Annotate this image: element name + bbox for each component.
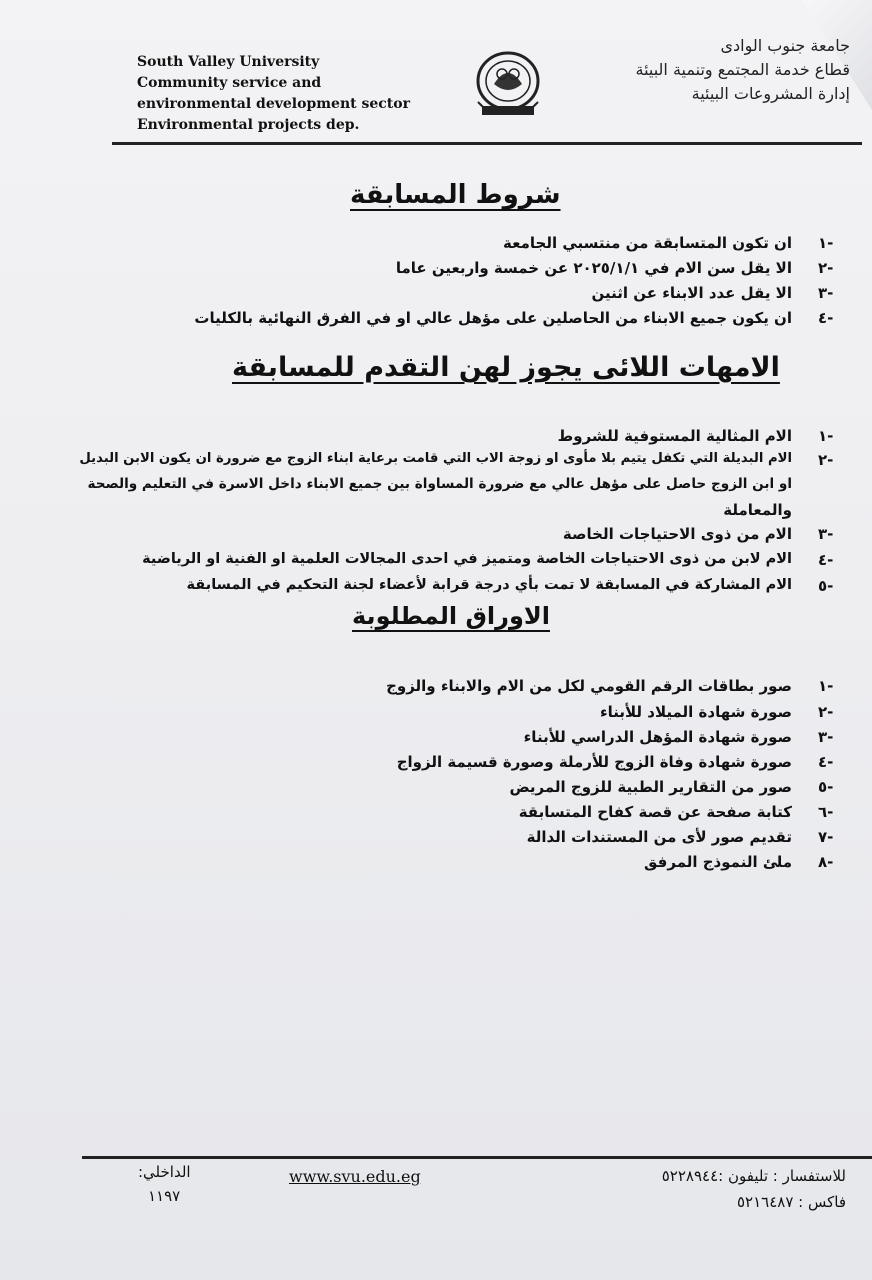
item-number: ٢- (818, 703, 834, 721)
document-item: كتابة صفحة عن قصة كفاح المتسابقة (518, 803, 792, 821)
eligible-mothers-title: الامهات اللائى يجوز لهن التقدم للمسابقة (232, 352, 780, 383)
footer-divider (82, 1156, 872, 1159)
item-number: ٧- (818, 828, 834, 846)
document-item: صور بطاقات الرقم القومي لكل من الام والابناء والزوج (386, 677, 792, 695)
document-item: صورة شهادة المؤهل الدراسي للأبناء (523, 728, 792, 746)
item-number: ٤- (818, 309, 834, 327)
item-number: ٤- (818, 551, 834, 569)
inquiry-phone: للاستفسار : تليفون :٥٢٢٨٩٤٤ (661, 1167, 846, 1185)
arabic-letterhead (590, 34, 850, 106)
item-number: ٢- (818, 259, 834, 277)
eligible-item: الام المثالية المستوفية للشروط (557, 427, 792, 445)
document-item: صور من التقارير الطبية للزوج المريض (509, 778, 792, 796)
item-number: ٨- (818, 853, 834, 871)
document-item: ملئ النموذج المرفق (644, 853, 792, 871)
letterhead-line: قطاع خدمة المجتمع وتنمية البيئة (635, 60, 850, 79)
eligible-item: الام لابن من ذوى الاحتياجات الخاصة ومتميز في احدى المجالات العلمية او الفنية او الرياضية (142, 551, 792, 567)
condition-item: ان تكون المتسابقة من منتسبي الجامعة (503, 234, 792, 252)
internal-extension-label: الداخلي: (138, 1163, 191, 1181)
item-number: ٦- (818, 803, 834, 821)
eligible-item: الام المشاركة في المسابقة لا تمت بأي درجة قرابة لأعضاء لجنة التحكيم في المسابقة (186, 577, 792, 593)
item-number: ١- (818, 427, 834, 445)
eligible-item: الام من ذوى الاحتياجات الخاصة (562, 525, 792, 543)
condition-item: الا يقل سن الام في ٢٠٢٥/١/١ عن خمسة واربعين عاما (395, 259, 792, 277)
condition-item: الا يقل عدد الابناء عن اثنين (591, 284, 792, 302)
item-number: ١- (818, 234, 834, 252)
letterhead-line: إدارة المشروعات البيئية (691, 84, 850, 103)
item-number: ٣- (818, 284, 834, 302)
item-number: ٥- (818, 577, 834, 595)
item-number: ٢- (818, 451, 834, 469)
item-number: ٣- (818, 525, 834, 543)
document-item: تقديم صور لأى من المستندات الدالة (526, 828, 792, 846)
letterhead-line: Community service and (137, 75, 322, 91)
letterhead-line: Environmental projects dep. (137, 117, 360, 133)
document-item: صورة شهادة الميلاد للأبناء (599, 703, 792, 721)
item-number: ٤- (818, 753, 834, 771)
university-logo (470, 48, 546, 122)
website-link[interactable]: www.svu.edu.eg (289, 1167, 421, 1186)
required-documents-title: الاوراق المطلوبة (352, 602, 550, 630)
english-letterhead (137, 52, 437, 136)
eligible-item-continued: او ابن الزوج حاصل على مؤهل عالي مع ضرورة المساواة بين جميع الابناء داخل الاسرة في التعليم والصحة (87, 476, 792, 492)
letterhead-line: South Valley University (137, 54, 320, 70)
conditions-title: شروط المسابقة (350, 180, 561, 210)
letterhead-line: environmental development sector (137, 96, 410, 112)
internal-extension-number: ١١٩٧ (148, 1187, 181, 1205)
eligible-item-continued: والمعاملة (723, 501, 792, 519)
item-number: ٣- (818, 728, 834, 746)
header-divider (112, 142, 862, 145)
document-item: صورة شهادة وفاة الزوج للأرملة وصورة قسيمة الزواج (396, 753, 792, 771)
eligible-item: الام البديلة التي تكفل يتيم بلا مأوى او زوجة الاب التي قامت برعاية ابناء الزوج مع ضرورة ان يكون الابن البديل (79, 451, 792, 466)
letterhead-line: جامعة جنوب الوادى (720, 36, 850, 55)
fax-number: فاكس : ٥٢١٦٤٨٧ (736, 1193, 846, 1211)
condition-item: ان يكون جميع الابناء من الحاصلين على مؤهل عالي او في الفرق النهائية بالكليات (194, 309, 792, 327)
item-number: ١- (818, 677, 834, 695)
item-number: ٥- (818, 778, 834, 796)
